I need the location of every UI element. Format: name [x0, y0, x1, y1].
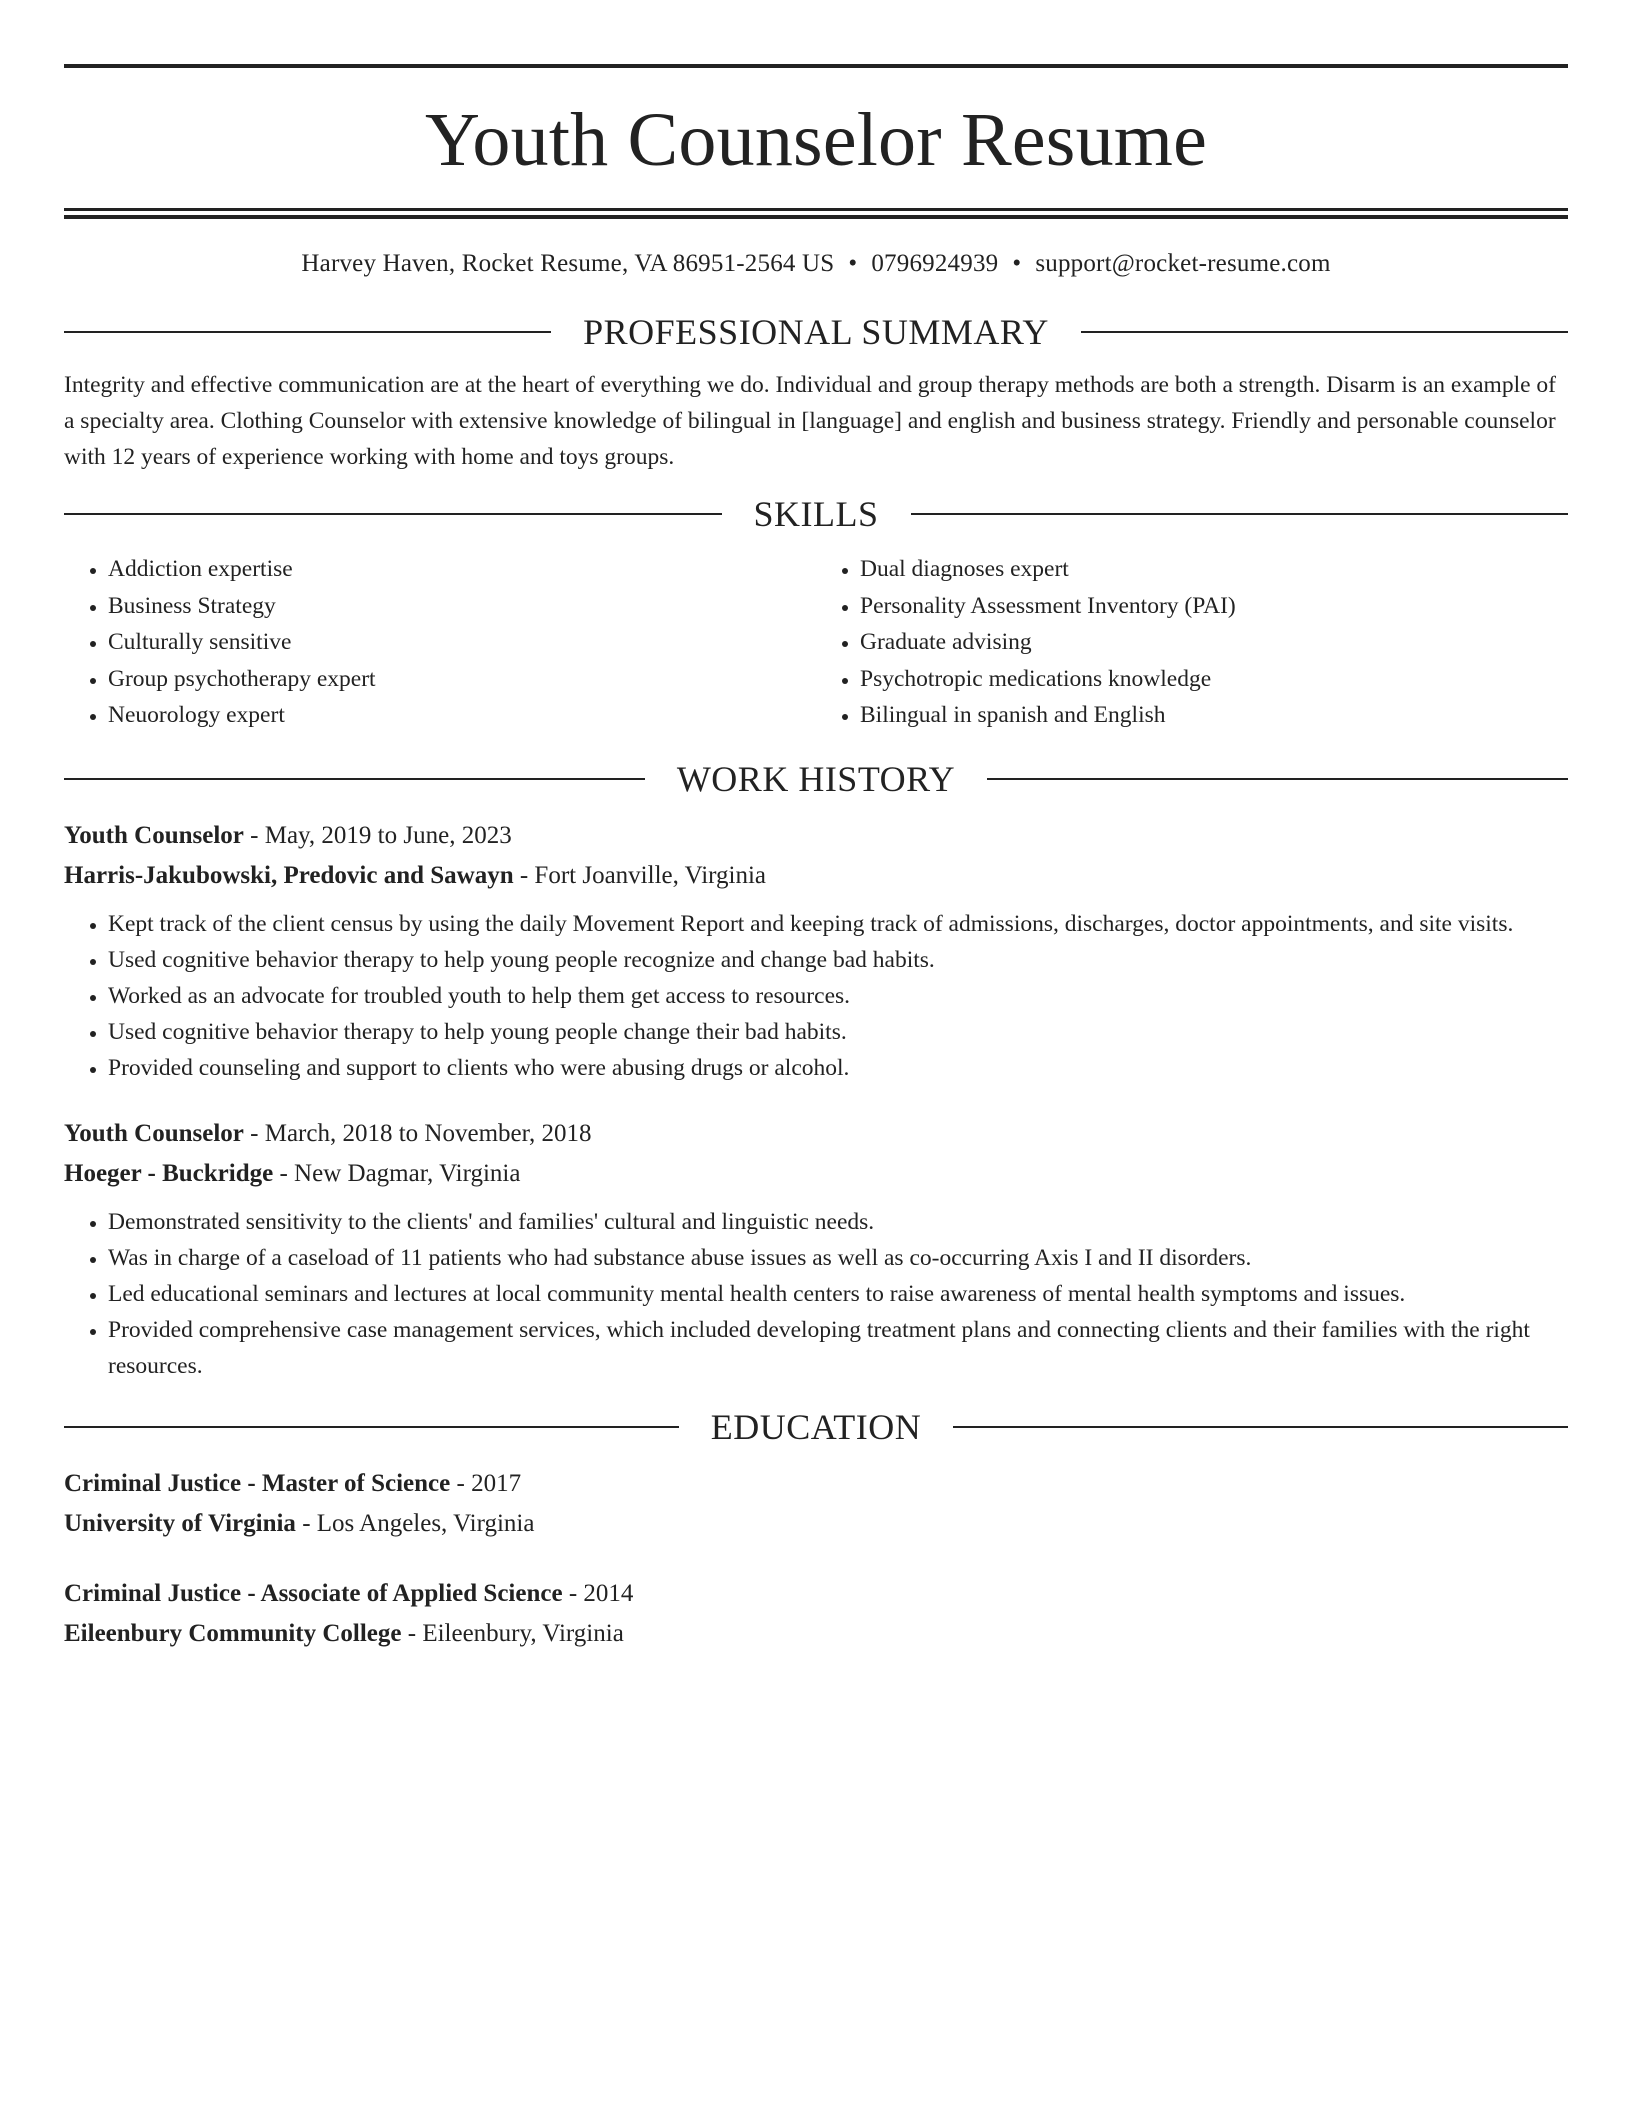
top-rule [64, 64, 1568, 68]
education-degree-line [64, 1574, 1568, 1614]
job-entry [64, 1114, 1568, 1384]
education-degree: Criminal Justice - Master of Science [64, 1469, 451, 1497]
skills-column-right [816, 551, 1568, 734]
education-year: - 2014 [562, 1579, 634, 1607]
education-location: - Eileenbury, Virginia [401, 1619, 624, 1647]
job-bullet: • Led educational seminars and lectures at local community mental health centers to raise awareness of mental health symptoms and issues. [108, 1276, 1568, 1312]
job-bullet: • Used cognitive behavior therapy to help young people recognize and change bad habits. [108, 942, 1568, 978]
job-company-line [64, 1154, 1568, 1194]
education-school: University of Virginia [64, 1509, 296, 1537]
job-bullet: • Used cognitive behavior therapy to help young people change their bad habits. [108, 1014, 1568, 1050]
education-degree: Criminal Justice - Associate of Applied Science [64, 1579, 563, 1607]
education-degree-line [64, 1464, 1568, 1504]
section-heading-summary [64, 307, 1568, 357]
skill-item: • Bilingual in spanish and English [860, 697, 1568, 734]
heading-rule-right [953, 1426, 1568, 1428]
skill-item: • Neuorology expert [108, 697, 816, 734]
job-location: - New Dagmar, Virginia [273, 1159, 521, 1187]
job-company-line [64, 856, 1568, 896]
job-title-line [64, 1114, 1568, 1154]
job-title-line [64, 816, 1568, 856]
contact-separator: • [848, 250, 858, 277]
job-bullet: • Kept track of the client census by using the daily Movement Report and keeping track of admissions, discharges, doctor appointments, and site visits. [108, 906, 1568, 942]
heading-rule-right [1081, 331, 1568, 333]
contact-email: support@rocket-resume.com [1035, 250, 1331, 277]
skill-item: • Dual diagnoses expert [860, 551, 1568, 588]
contact-address: Harvey Haven, Rocket Resume, VA 86951-2564 US [301, 250, 835, 277]
education-school-line [64, 1504, 1568, 1544]
skill-item: • Psychotropic medications knowledge [860, 661, 1568, 698]
section-heading-work-history [64, 754, 1568, 804]
education-location: - Los Angeles, Virginia [295, 1509, 535, 1537]
section-title: PROFESSIONAL SUMMARY [583, 312, 1049, 352]
heading-rule-left [64, 513, 722, 515]
education-entry [64, 1464, 1568, 1544]
job-bullets [64, 1204, 1568, 1384]
section-title: SKILLS [753, 494, 879, 534]
skill-item: • Personality Assessment Inventory (PAI) [860, 588, 1568, 625]
job-title: Youth Counselor [64, 1119, 244, 1147]
section-heading-skills [64, 489, 1568, 539]
job-bullet: • Worked as an advocate for troubled youth to help them get access to resources. [108, 978, 1568, 1014]
job-bullet: • Was in charge of a caseload of 11 patients who had substance abuse issues as well as co-occurring Axis I and II disorders. [108, 1240, 1568, 1276]
summary-text: Integrity and effective communication are at the heart of everything we do. Individual and group therapy methods are both a strength. Disarm is an example of a specialty area. Clothing Counselor with extensive knowledge of bilingual in [language] and english and business strategy. Friendly and personable counselor with 12 years of experience working with home and toys groups. [64, 372, 1556, 470]
job-bullets [64, 906, 1568, 1086]
heading-rule-left [64, 1426, 679, 1428]
heading-rule-left [64, 778, 645, 780]
skills-column-left [64, 551, 816, 734]
title-double-rule [64, 208, 1568, 219]
job-bullet: • Provided counseling and support to clients who were abusing drugs or alcohol. [108, 1050, 1568, 1086]
skill-item: • Group psychotherapy expert [108, 661, 816, 698]
job-company: Harris-Jakubowski, Predovic and Sawayn [64, 861, 514, 889]
resume-title: Youth Counselor Resume [424, 98, 1208, 182]
education-entry [64, 1574, 1568, 1654]
education-school: Eileenbury Community College [64, 1619, 402, 1647]
contact-line [64, 245, 1568, 283]
skill-item: • Business Strategy [108, 588, 816, 625]
resume-page [64, 64, 1568, 1654]
job-title: Youth Counselor [64, 821, 244, 849]
skill-item: • Culturally sensitive [108, 624, 816, 661]
heading-rule-left [64, 331, 551, 333]
education-school-line [64, 1614, 1568, 1654]
section-title: WORK HISTORY [676, 758, 956, 799]
job-company: Hoeger - Buckridge [64, 1159, 274, 1187]
contact-phone: 0796924939 [871, 250, 999, 277]
job-dates: - May, 2019 to June, 2023 [243, 821, 512, 849]
heading-rule-right [911, 513, 1569, 515]
skills-list [64, 551, 1568, 734]
contact-separator: • [1012, 250, 1022, 277]
skill-item: • Graduate advising [860, 624, 1568, 661]
section-title: EDUCATION [710, 1406, 922, 1447]
education-year: - 2017 [450, 1469, 522, 1497]
job-bullet: • Provided comprehensive case management services, which included developing treatment plans and connecting clients and their families with the right resources. [108, 1312, 1568, 1384]
heading-rule-right [987, 778, 1568, 780]
section-heading-education [64, 1402, 1568, 1452]
job-bullet: • Demonstrated sensitivity to the clients' and families' cultural and linguistic needs. [108, 1204, 1568, 1240]
job-dates: - March, 2018 to November, 2018 [243, 1119, 592, 1147]
skill-item: • Addiction expertise [108, 551, 816, 588]
job-location: - Fort Joanville, Virginia [513, 861, 767, 889]
job-entry [64, 816, 1568, 1086]
